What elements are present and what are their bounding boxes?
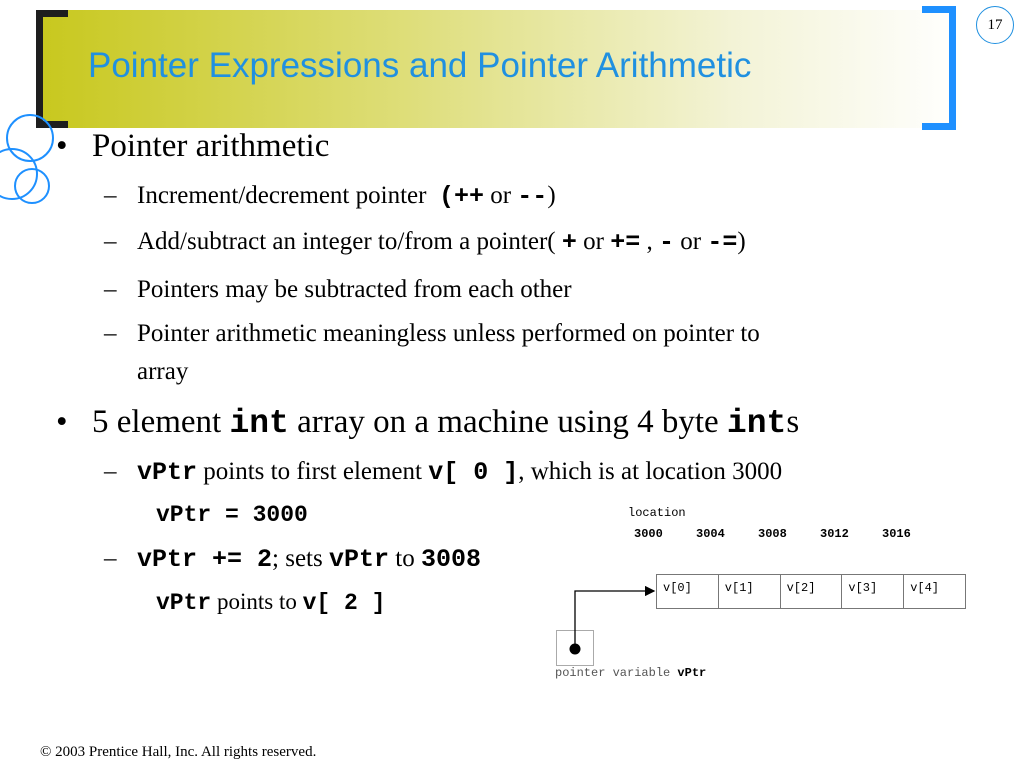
code: v[ 0 ] xyxy=(428,458,519,487)
code-line: vPtr = 3000 xyxy=(156,502,308,528)
code: -= xyxy=(707,228,738,257)
text: Pointer arithmetic meaningless unless performed on pointer to xyxy=(137,320,760,347)
text: or xyxy=(674,228,708,255)
array-cell: v[3] xyxy=(842,575,904,608)
dash: – xyxy=(104,228,117,255)
pointer-name: vPtr xyxy=(677,666,707,680)
address-label: 3008 xyxy=(758,527,787,541)
text: array on a machine using 4 byte xyxy=(288,404,727,440)
array-cell: v[1] xyxy=(719,575,781,608)
text: Increment/decrement pointer xyxy=(137,182,427,209)
copyright-footer: © 2003 Prentice Hall, Inc. All rights reserved. xyxy=(40,744,317,760)
dash: – xyxy=(104,545,117,572)
text: ) xyxy=(737,228,746,255)
text: 5 element xyxy=(92,404,230,440)
code: += xyxy=(610,228,641,257)
text: to xyxy=(389,545,421,572)
array-cell: v[0] xyxy=(657,575,719,608)
pointer-arrow-line xyxy=(575,591,654,649)
code: (++ xyxy=(438,182,484,211)
code: vPtr += 2 xyxy=(137,545,273,574)
code: vPtr xyxy=(156,590,212,616)
text: or xyxy=(576,228,611,255)
address-label: 3012 xyxy=(820,527,849,541)
code: v[ 2 ] xyxy=(302,590,386,616)
text: Add/subtract an integer to/from a pointer( xyxy=(137,228,562,255)
text: or xyxy=(483,182,518,209)
slide-title: Pointer Expressions and Pointer Arithmetic xyxy=(88,46,752,85)
bullet-dot: • xyxy=(56,404,68,440)
array-cell: v[4] xyxy=(910,581,939,595)
dash: – xyxy=(104,276,117,303)
array-cell: v[2] xyxy=(781,575,843,608)
dash: – xyxy=(104,182,117,209)
text: , which is at location 3000 xyxy=(518,458,783,485)
bullet-1-text: Pointer arithmetic xyxy=(92,128,330,164)
code: + xyxy=(561,228,577,257)
text: points to xyxy=(211,589,303,614)
code: int xyxy=(229,405,289,442)
text: , xyxy=(640,228,659,255)
location-label: location xyxy=(628,506,686,520)
code: - xyxy=(658,228,674,257)
text: ) xyxy=(547,182,556,209)
text: array xyxy=(137,358,189,385)
text: points to first element xyxy=(197,458,429,485)
pointer-caption xyxy=(555,666,706,680)
code: -- xyxy=(517,182,548,211)
caption-text: pointer variable xyxy=(555,666,678,680)
code: int xyxy=(726,405,787,442)
slide-number: 17 xyxy=(976,6,1014,44)
dash: – xyxy=(104,458,117,485)
dash: – xyxy=(104,320,117,347)
code: vPtr xyxy=(137,458,198,487)
code: vPtr xyxy=(328,545,389,574)
address-label: 3016 xyxy=(882,527,911,541)
code: 3008 xyxy=(420,545,481,574)
bullet-dot: • xyxy=(56,128,68,164)
text: s xyxy=(786,404,800,440)
text: Pointers may be subtracted from each other xyxy=(137,276,572,303)
text: ; sets xyxy=(272,545,329,572)
address-label: 3000 xyxy=(634,527,663,541)
address-label: 3004 xyxy=(696,527,725,541)
